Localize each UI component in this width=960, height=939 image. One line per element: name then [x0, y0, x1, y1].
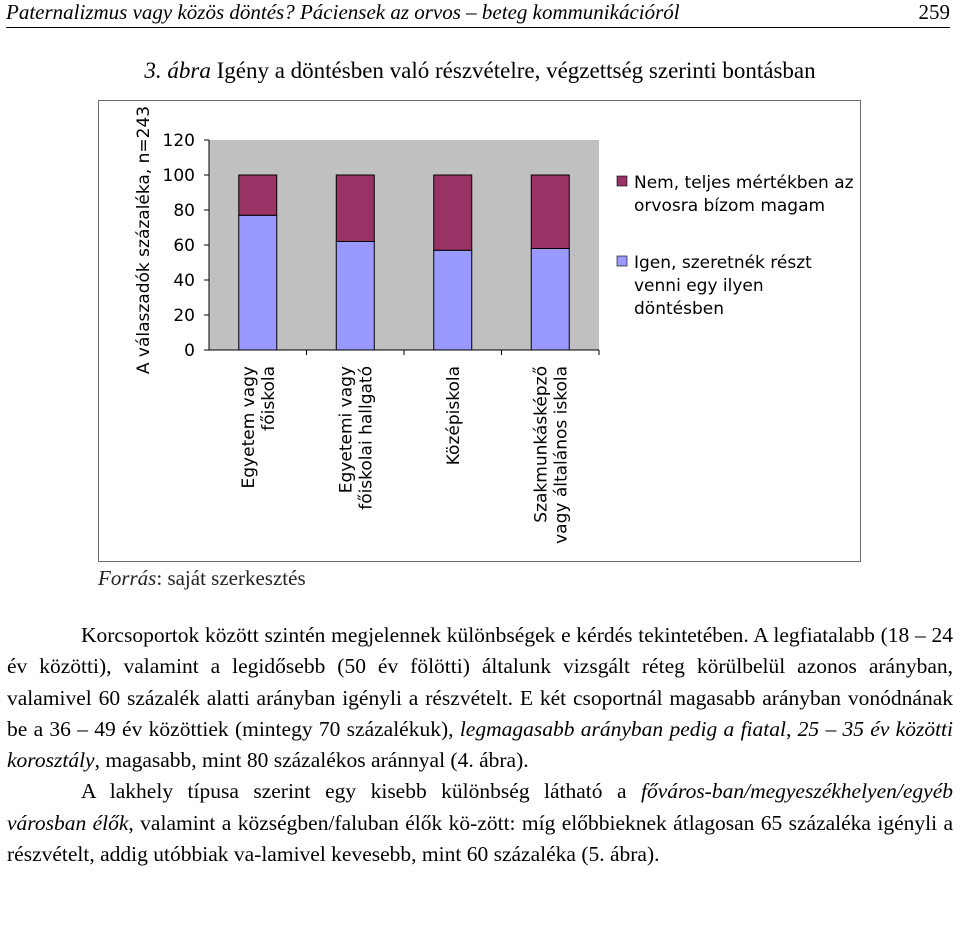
paragraph-2-end: , valamint a községben/faluban élők kö-zött: míg előbbieknek átlagosan 65 százaléka igényli a részvételt, addig utóbbiak va-lamivel kevesebb, mint 60 százaléka (5. ábra).	[7, 810, 953, 867]
figure-source	[98, 566, 306, 591]
bar-igen	[239, 215, 277, 350]
source-text: : saját szerkesztés	[156, 566, 306, 590]
x-category-label: vagy általános iskola	[551, 366, 572, 544]
y-tick-label: 80	[173, 201, 195, 221]
bar-nem	[434, 175, 472, 250]
legend-label: Igen, szeretnék részt	[634, 253, 812, 273]
chart-area	[98, 100, 861, 562]
page-number: 259	[918, 0, 950, 24]
bar-igen	[336, 242, 374, 351]
bar-nem	[531, 175, 569, 249]
source-label: Forrás	[98, 566, 157, 590]
stacked-bar-chart	[99, 101, 860, 561]
legend-label: venni egy ilyen	[634, 276, 764, 296]
running-header	[6, 0, 950, 28]
y-tick-label: 60	[173, 236, 195, 256]
legend-swatch	[617, 176, 627, 186]
bar-igen	[434, 250, 472, 350]
paragraph-residence	[7, 776, 953, 870]
paragraph-1-end: , magasabb, mint 80 százalékos aránnyal (4. ábra).	[94, 748, 529, 773]
x-category-label: Egyetemi vagy	[336, 366, 357, 494]
x-category-label: Középiskola	[443, 366, 464, 466]
bar-igen	[531, 249, 569, 351]
figure-title: Igény a döntésben való részvételre, végzettség szerinti bontásban	[210, 58, 816, 83]
y-tick-label: 20	[173, 306, 195, 326]
bar-nem	[239, 175, 277, 215]
y-tick-label: 120	[162, 131, 195, 151]
figure-number: 3. ábra	[144, 58, 211, 83]
figure-caption	[0, 58, 960, 84]
y-tick-label: 100	[162, 166, 195, 186]
y-axis-label: A válaszadók százaléka, n=243	[134, 105, 154, 375]
legend-label: orvosra bízom magam	[634, 196, 826, 216]
x-category-label: Egyetem vagy	[238, 366, 259, 489]
body-text	[7, 620, 953, 870]
paragraph-1-emphasis: legmagasabb arányban pedig a fiatal, 25 – 35 év közötti korosztály	[7, 716, 953, 773]
y-tick-label: 0	[184, 341, 195, 361]
paragraph-2-emphasis: főváros-ban/megyeszékhelyen/egyéb városban élők	[7, 779, 953, 835]
legend-label: Nem, teljes mértékben az	[634, 173, 854, 193]
legend-swatch	[617, 256, 627, 266]
paragraph-2-text: A lakhely típusa szerint egy kisebb különbség látható a	[81, 779, 641, 804]
paragraph-1-text: Korcsoportok között szintén megjelennek különbségek e kérdés tekintetében. A legfiatalabb (18 – 24 év közötti), valamint a legidősebb (50 év fölötti) általunk vizsgált réteg körülbelül azonos arányban, valamivel 60 százalék alatti arányban igényli a részvételt. E két csoportnál magasabb arányban vonódnának be a 36 – 49 év közöttiek (mintegy 70 százalékuk),	[7, 623, 953, 741]
x-category-label: főiskola	[258, 366, 279, 431]
x-category-label: Szakmunkásképző	[531, 366, 552, 523]
bar-nem	[336, 175, 374, 242]
paragraph-age-groups	[7, 620, 953, 776]
x-category-label: főiskolai hallgató	[356, 366, 377, 510]
legend-label: döntésben	[634, 299, 724, 319]
y-tick-label: 40	[173, 271, 195, 291]
running-title: Paternalizmus vagy közös döntés? Páciensek az orvos – beteg kommunikációról	[6, 0, 680, 24]
